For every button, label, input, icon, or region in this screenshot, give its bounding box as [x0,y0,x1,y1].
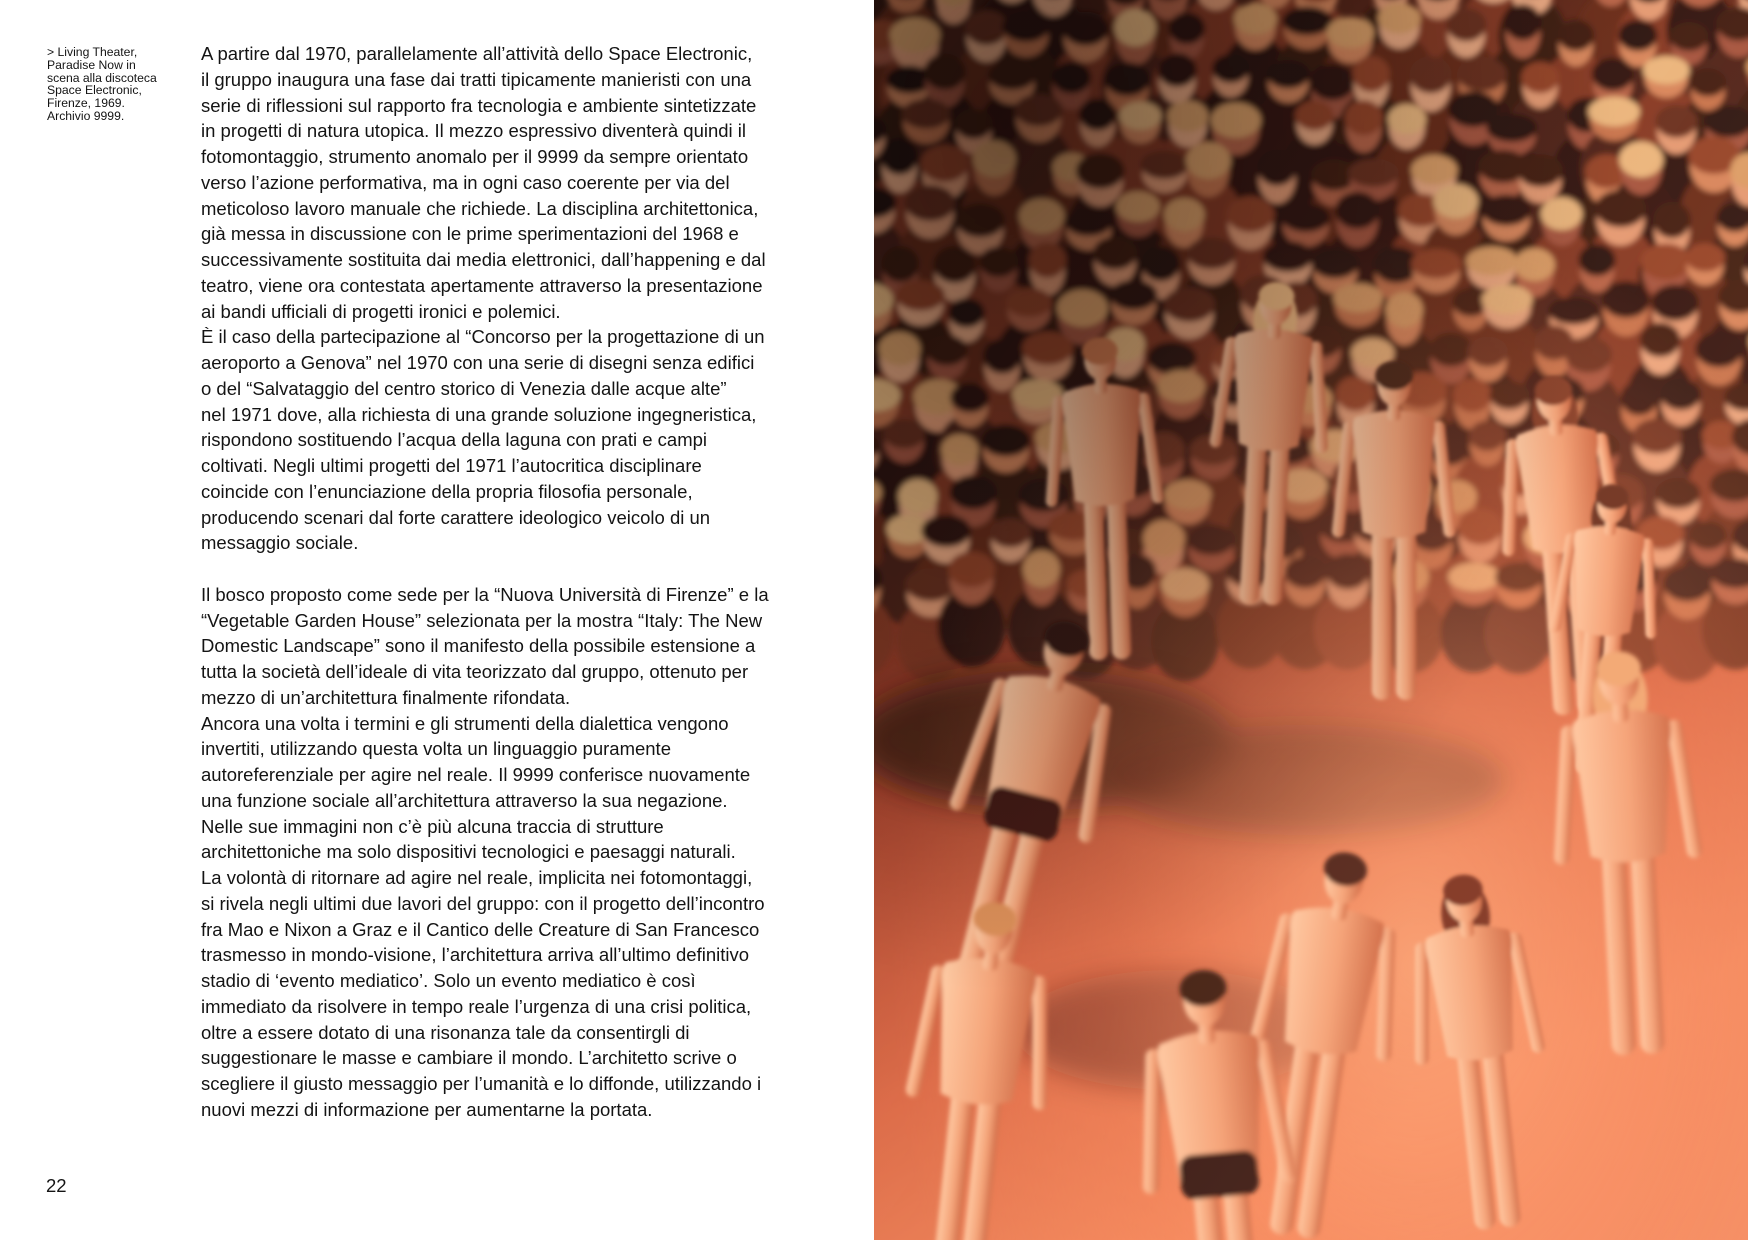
paragraph [201,41,841,556]
caption-line: > Living Theater, [47,45,138,59]
text-line: stadio di ‘evento mediatico’. Solo un evento mediatico è così [201,970,696,991]
text-line: coltivati. Negli ultimi progetti del 1971 l’autocritica disciplinare [201,455,702,476]
vignette [874,0,1748,1240]
text-line: oltre a essere dotato di una risonanza tale da consentirgli di [201,1021,690,1043]
text-line: successivamente sostituita dai media elettronici, dall’happening e dal [201,249,766,270]
text-line: immediato da risolvere in tempo reale l’urgenza di una crisi politica, [201,995,752,1017]
text-line: autoreferenziale per agire nel reale. Il 9999 conferisce nuovamente [201,764,751,785]
text-line: Nelle sue immagini non c’è più alcuna traccia di strutture [201,815,664,837]
text-line: La volontà di ritornare ad agire nel reale, implicita nei fotomontaggi, [201,867,753,888]
text-line: aeroporto a Genova” nel 1970 con una serie di disegni senza edifici [201,352,755,373]
text-line: si rivela negli ultimi due lavori del gruppo: con il progetto dell’incontro [201,892,765,914]
photograph [874,0,1748,1240]
caption-line: scena alla discoteca [47,70,157,85]
text-line: teatro, viene ora contestata apertamente attraverso la presentazione [201,274,763,296]
text-line: nel 1971 dove, alla richiesta di una grande soluzione ingegneristica, [201,403,757,425]
text-line: una funzione sociale all’architettura attraverso la sua negazione. [201,789,728,811]
text-line: scegliere il giusto messaggio per l’umanità e lo diffonde, utilizzando i [201,1073,762,1094]
text-line: meticoloso lavoro manuale che richiede. La disciplina architettonica, [201,197,759,219]
text-line: È il caso della partecipazione al “Concorso per la progettazione di un [201,326,765,348]
caption-line: Paradise Now in [47,57,136,72]
text-line: Domestic Landscape” sono il manifesto della possibile estensione a [201,635,756,657]
photo-caption [47,46,187,123]
text-line: suggestionare le masse e cambiare il mondo. L’architetto scrive o [201,1047,737,1069]
caption-line: Firenze, 1969. [47,96,125,111]
text-line: mezzo di un’architettura finalmente rifondata. [201,686,571,708]
body-text [201,41,841,1123]
text-line: messaggio sociale. [201,532,359,554]
text-line: serie di riflessioni sul rapporto fra tecnologia e ambiente sintetizzate [201,94,757,116]
text-line: nuovi mezzi di informazione per aumentarne la portata. [201,1098,653,1120]
text-line: trasmesso in mondo-visione, l’architettura arriva all’ultimo definitivo [201,944,750,966]
text-line: Il bosco proposto come sede per la “Nuova Università di Firenze” e la [201,583,769,605]
text-line: “Vegetable Garden House” selezionata per la mostra “Italy: The New [201,609,763,631]
right-page [874,0,1748,1240]
text-line: A partire dal 1970, parallelamente all’attività dello Space Electronic, [201,43,753,64]
text-line: invertiti, utilizzando questa volta un linguaggio puramente [201,738,671,760]
text-line: producendo scenari dal forte carattere ideologico veicolo di un [201,506,711,528]
page-number: 22 [46,1175,67,1196]
text-line: in progetti di natura utopica. Il mezzo espressivo diventerà quindi il [201,120,747,142]
text-line: già messa in discussione con le prime sperimentazioni del 1968 e [201,223,739,245]
text-line: architettoniche ma solo dispositivi tecnologici e paesaggi naturali. [201,841,736,863]
text-line: o del “Salvataggio del centro storico di Venezia dalle acque alte” [201,377,727,399]
caption-line: Space Electronic, [47,83,142,98]
paragraph [201,582,841,1123]
text-line: fotomontaggio, strumento anomalo per il 9999 da sempre orientato [201,146,749,167]
text-line: coincide con l’enunciazione della propria filosofia personale, [201,480,693,502]
text-line: fra Mao e Nixon a Graz e il Cantico delle Creature di San Francesco [201,918,760,940]
text-line: il gruppo inaugura una fase dai tratti tipicamente manieristi con una [201,68,752,90]
text-line: verso l’azione performativa, ma in ogni caso coerente per via del [201,171,730,193]
text-line: ai bandi ufficiali di progetti ironici e polemici. [201,300,561,322]
caption-line: Archivio 9999. [47,108,125,123]
text-line: rispondono sostituendo l’acqua della laguna con prati e campi [201,429,708,451]
text-line: tutta la società dell’ideale di vita teorizzato dal gruppo, ottenuto per [201,661,749,682]
text-line: Ancora una volta i termini e gli strumenti della dialettica vengono [201,712,729,734]
